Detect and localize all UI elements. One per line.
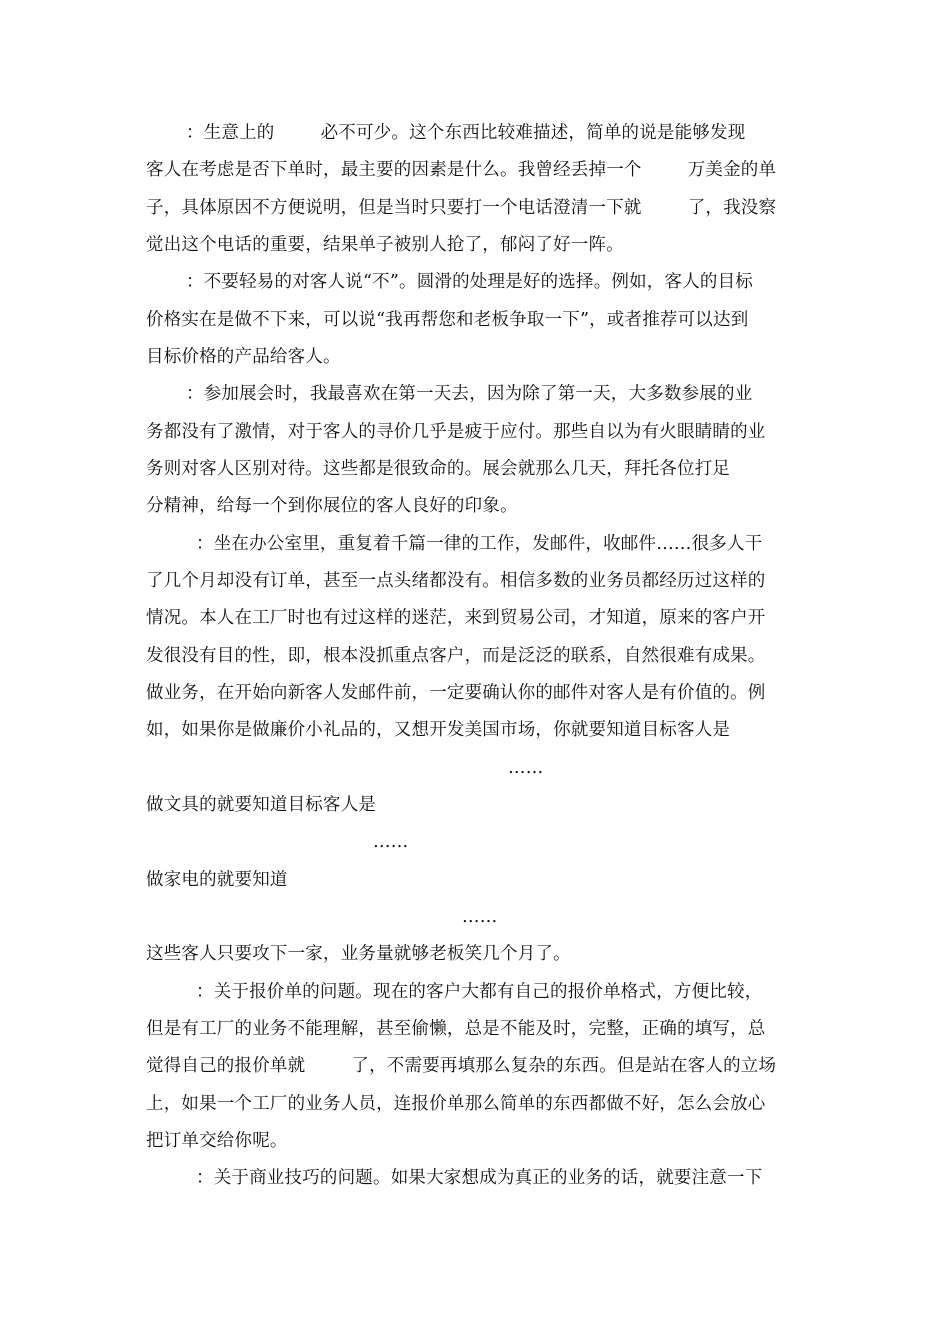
text-line: 子，具体原因不方便说明，但是当时只要打一个电话澄清一下就 了，我没察 [146,198,777,218]
text-line: ：不要轻易的对客人说“不”。圆滑的处理是好的选择。例如，客人的目标 [186,272,753,292]
text-line: 觉出这个电话的重要，结果单子被别人抢了，郁闷了好一阵。 [146,235,624,255]
text-line: 觉得自己的报价单就 了，不需要再填那么复杂的东西。但是站在客人的立场 [146,1056,777,1076]
text-line: 这些客人只要攻下一家，业务量就够老板笑几个月了。 [146,944,571,964]
ellipsis-line: …… [508,758,544,778]
text-line: 务则对客人区别对待。这些都是很致命的。展会就那么几天，拜托各位打足 [146,459,731,479]
text-line: 情况。本人在工厂时也有过这样的迷茫，来到贸易公司，才知道，原来的客户开 [146,608,766,628]
text-line: 客人在考虑是否下单时，最主要的因素是什么。我曾经丢掉一个 万美金的单 [146,160,777,180]
text-line: 务都没有了激情，对于客人的寻价几乎是疲于应付。那些自以为有火眼睛睛的业 [146,422,766,442]
text-line: ：参加展会时，我最喜欢在第一天去，因为除了第一天，大多数参展的业 [186,384,753,404]
text-line: 做家电的就要知道 [146,870,288,890]
ellipsis-line: …… [462,907,498,927]
text-line: 做文具的就要知道目标客人是 [146,795,377,815]
text-line: 把订单交给你呢。 [146,1131,288,1151]
text-line: ：关于报价单的问题。现在的客户大都有自己的报价单格式，方便比较， [196,982,763,1002]
text-line: 目标价格的产品给客人。 [146,347,341,367]
text-line: ：关于商业技巧的问题。如果大家想成为真正的业务的话，就要注意一下 [196,1168,763,1188]
text-line: 上，如果一个工厂的业务人员，连报价单那么简单的东西都做不好，怎么会放心 [146,1094,766,1114]
text-line: ：坐在办公室里，重复着千篇一律的工作，发邮件，收邮件……很多人干 [196,534,763,554]
text-line: 分精神，给每一个到你展位的客人良好的印象。 [146,496,518,516]
text-line: ：生意上的 必不可少。这个东西比较难描述，简单的说是能够发现 [186,123,746,143]
ellipsis-line: …… [373,832,409,852]
text-line: 价格实在是做不下来，可以说“我再帮您和老板争取一下”，或者推荐可以达到 [146,310,749,330]
text-line: 如，如果你是做廉价小礼品的，又想开发美国市场，你就要知道目标客人是 [146,720,731,740]
text-line: 了几个月却没有订单，甚至一点头绪都没有。相信多数的业务员都经历过这样的 [146,571,766,591]
text-line: 做业务，在开始向新客人发邮件前，一定要确认你的邮件对客人是有价值的。例 [146,683,766,703]
text-line: 但是有工厂的业务不能理解，甚至偷懒，总是不能及时，完整，正确的填写，总 [146,1019,766,1039]
text-line: 发很没有目的性，即，根本没抓重点客户，而是泛泛的联系，自然很难有成果。 [146,646,766,666]
